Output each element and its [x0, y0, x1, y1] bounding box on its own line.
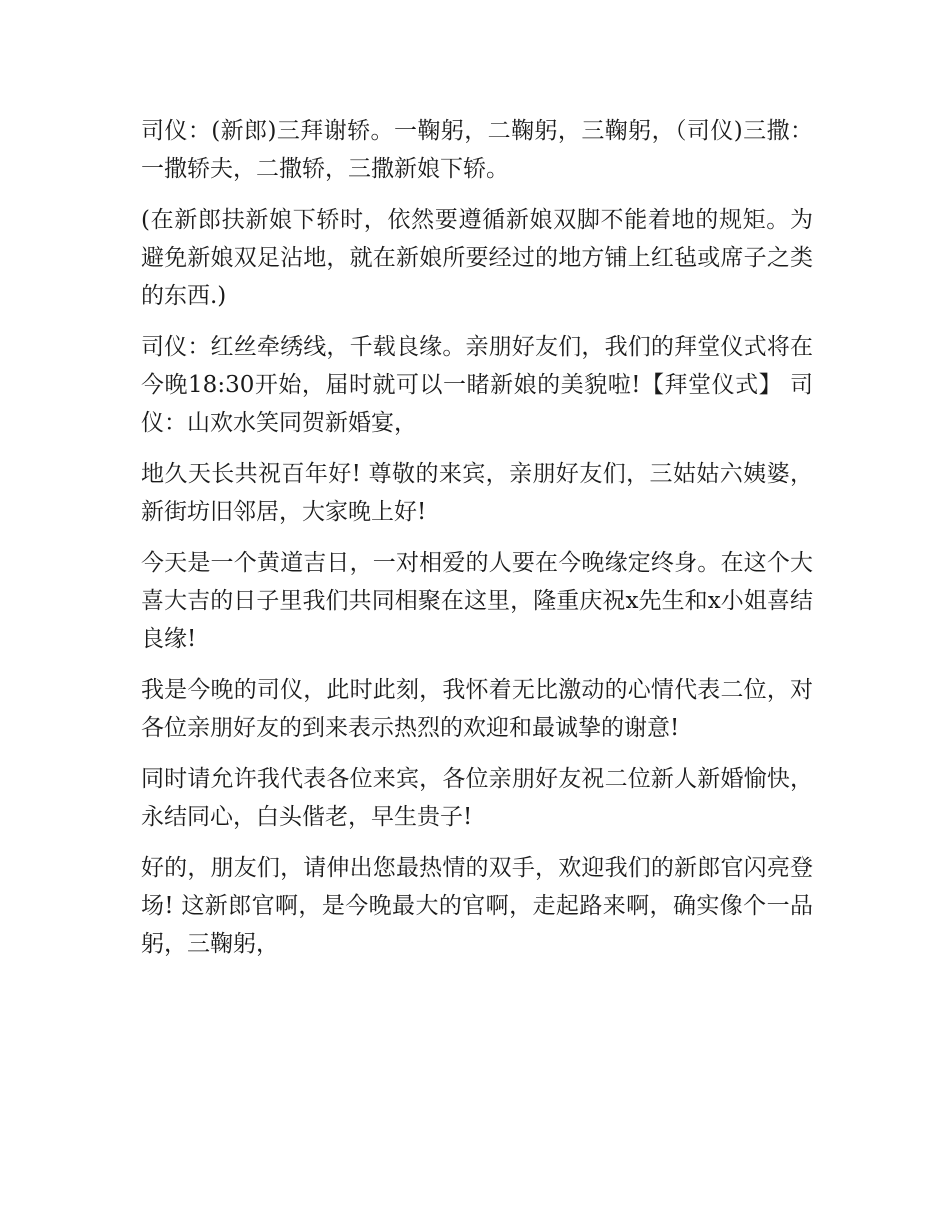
paragraph-5: 今天是一个黄道吉日，一对相爱的人要在今晚缘定终身。在这个大喜大吉的日子里我们共同相聚在这里，隆重庆祝x先生和x小姐喜结良缘! [141, 550, 813, 652]
document-body [141, 112, 813, 976]
paragraph-8: 好的，朋友们，请伸出您最热情的双手，欢迎我们的新郎官闪亮登场! 这新郎官啊，是今晚最大的官啊，走起路来啊，确实像个一品躬，三鞠躬， [141, 855, 813, 957]
paragraph-1: 司仪：(新郎)三拜谢轿。一鞠躬，二鞠躬，三鞠躬，（司仪)三撒：一撒轿夫，二撒轿，三撒新娘下轿。 [141, 118, 813, 182]
paragraph-7: 同时请允许我代表各位来宾，各位亲朋好友祝二位新人新婚愉快，永结同心，白头偕老，早生贵子! [141, 766, 813, 830]
paragraph-2: (在新郎扶新娘下轿时，依然要遵循新娘双脚不能着地的规矩。为避免新娘双足沾地，就在新娘所要经过的地方铺上红毡或席子之类的东西.) [141, 207, 813, 309]
paragraph-6: 我是今晚的司仪，此时此刻，我怀着无比激动的心情代表二位，对各位亲朋好友的到来表示热烈的欢迎和最诚挚的谢意! [141, 677, 813, 741]
paragraph-4: 地久天长共祝百年好! 尊敬的来宾，亲朋好友们，三姑姑六姨婆，新街坊旧邻居，大家晚上好! [141, 461, 813, 525]
paragraph-3: 司仪：红丝牵绣线，千载良缘。亲朋好友们，我们的拜堂仪式将在今晚18:30开始，届时就可以一睹新娘的美貌啦!【拜堂仪式】 司仪：山欢水笑同贺新婚宴， [141, 334, 813, 436]
